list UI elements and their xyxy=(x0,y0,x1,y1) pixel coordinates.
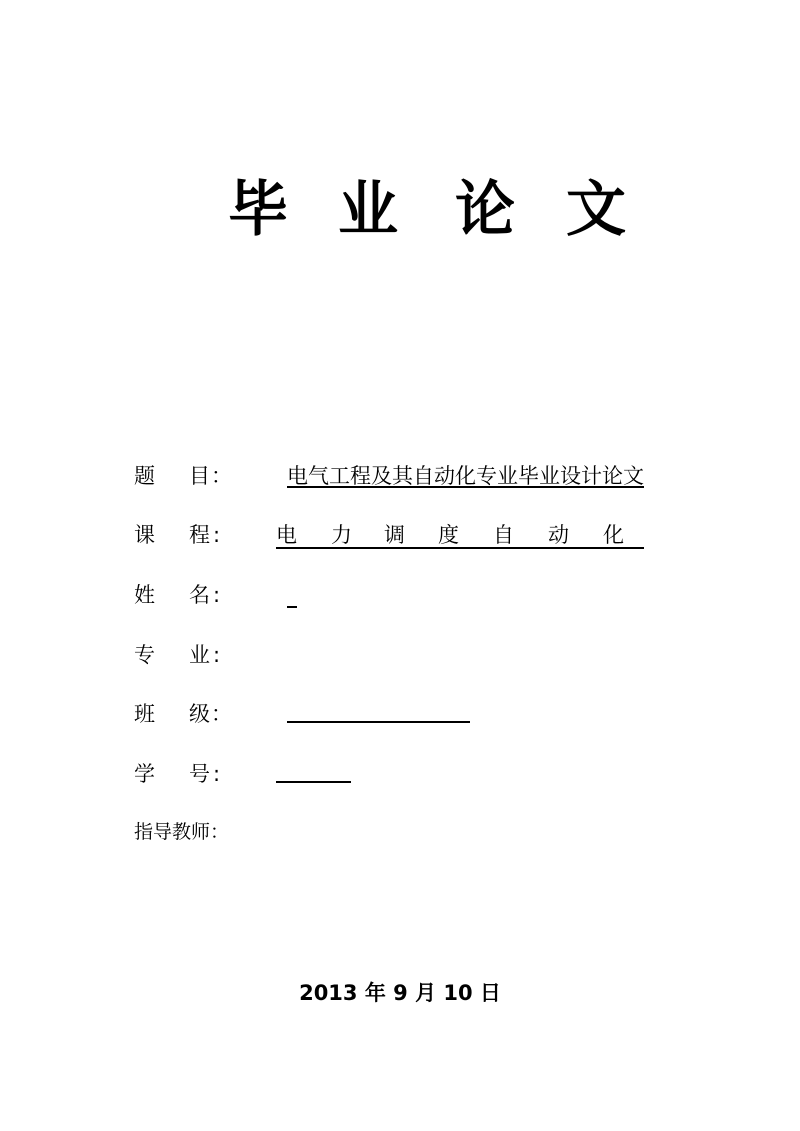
label-colon: : xyxy=(213,643,221,667)
course-value xyxy=(276,520,644,550)
title-field-label xyxy=(134,461,234,491)
label-char: 级 xyxy=(189,702,210,726)
major-field-label xyxy=(134,640,234,670)
course-value-char: 化 xyxy=(603,523,624,547)
main-title-char: 文 xyxy=(566,175,626,245)
student-id-field-label xyxy=(134,759,234,789)
label-colon: : xyxy=(213,523,221,547)
label-char: 程 xyxy=(189,523,210,547)
course-underline xyxy=(276,547,644,549)
label-char: 题 xyxy=(134,464,155,488)
course-value-char: 电 xyxy=(276,523,297,547)
label-colon: ： xyxy=(211,464,232,488)
label-char: 名 xyxy=(189,583,210,607)
label-colon: ： xyxy=(210,821,230,843)
main-title-char: 业 xyxy=(338,175,398,245)
course-value-char: 调 xyxy=(384,523,405,547)
advisor-field-label xyxy=(134,817,244,847)
name-blank-line xyxy=(287,606,297,608)
course-value-char: 自 xyxy=(493,523,514,547)
label-colon: : xyxy=(213,762,221,786)
label-char: 目 xyxy=(189,464,210,488)
submission-date: 2013 年 9 月 10 日 xyxy=(299,981,501,1005)
class-field-label xyxy=(134,699,234,729)
course-value-char: 力 xyxy=(331,523,352,547)
label-char: 课 xyxy=(134,523,155,547)
main-title-char: 论 xyxy=(455,175,515,245)
main-title-char: 毕 xyxy=(228,175,288,245)
course-value-char: 动 xyxy=(548,523,569,547)
name-field-label xyxy=(134,580,234,610)
course-field-label xyxy=(134,520,234,550)
thesis-title-value: 电气工程及其自动化专业毕业设计论文 xyxy=(287,464,644,488)
label-colon: ： xyxy=(211,702,232,726)
label-text: 指导教师 xyxy=(134,821,211,843)
main-title xyxy=(0,170,800,250)
label-colon: : xyxy=(213,583,221,607)
student-id-blank-line xyxy=(276,781,351,783)
label-char: 学 xyxy=(134,762,155,786)
course-value-char: 度 xyxy=(438,523,459,547)
label-char: 班 xyxy=(134,702,155,726)
label-char: 姓 xyxy=(134,583,155,607)
label-char: 业 xyxy=(189,643,210,667)
label-char: 专 xyxy=(134,643,155,667)
class-blank-line xyxy=(287,721,470,723)
label-char: 号 xyxy=(189,762,210,786)
